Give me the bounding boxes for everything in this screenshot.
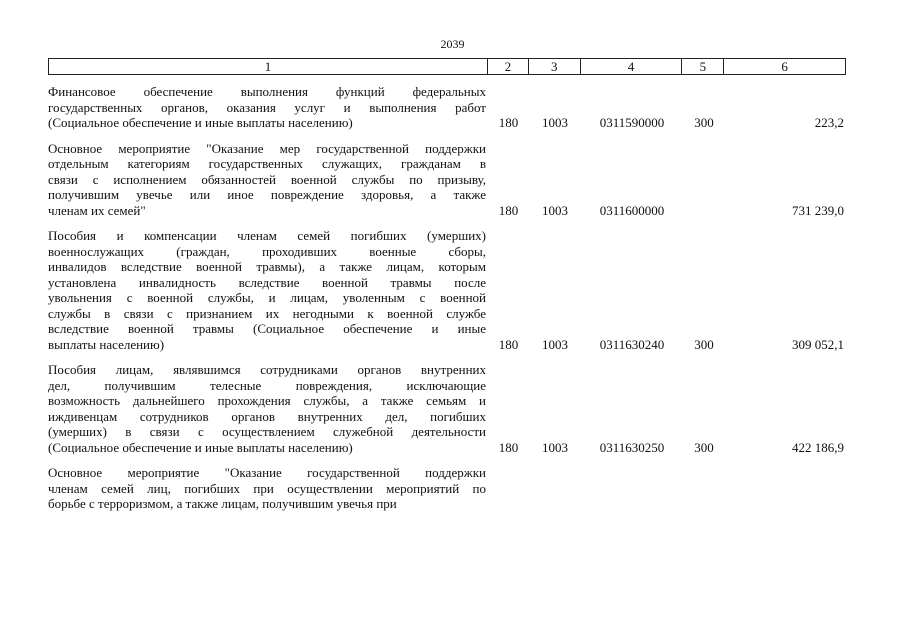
description-line: возможность дальнейшего прохождения службы, а также семьям и xyxy=(48,393,486,408)
table-header xyxy=(48,58,846,75)
header-col-6: 6 xyxy=(781,59,788,74)
description-line: (Социальное обеспечение и иные выплаты населению) xyxy=(48,115,353,130)
row-admin-code: 180 xyxy=(498,439,519,455)
description-line: увольнения с военной службы, и лицам, уволенным с военной xyxy=(48,290,486,305)
table-body xyxy=(48,84,846,522)
row-amount: 422 186,9 xyxy=(792,439,844,455)
description-line: службы в связи с признанием их негодными к военной службе xyxy=(48,305,486,321)
description-line: (Социальное обеспечение и иные выплаты населению) xyxy=(48,439,353,455)
table-row xyxy=(48,84,846,131)
row-amount: 223,2 xyxy=(814,115,844,130)
row-target-code: 0311630240 xyxy=(599,336,665,352)
description-line: (умерших) в связи с осуществлением служебной деятельности xyxy=(48,424,486,439)
description-line: военнослужащих (граждан, проходивших военные сборы, xyxy=(48,243,486,259)
row-target-code: 0311630250 xyxy=(599,439,665,455)
description-line: дел, получившим телесные повреждения, исключающие xyxy=(48,377,486,393)
description-line: Пособия и компенсации членам семей погибших (умерших) xyxy=(48,228,486,243)
description-line: борьбе с терроризмом, а также лицам, получившим увечья при xyxy=(48,496,397,511)
description-line: инвалидов вследствие военной травмы), а также лицам, которым xyxy=(48,259,486,274)
row-target-code: 0311590000 xyxy=(599,115,665,130)
row-admin-code: 180 xyxy=(498,336,519,352)
header-col-2: 2 xyxy=(488,59,529,74)
row-expense-type: 300 xyxy=(694,115,714,130)
header-col-4: 4 xyxy=(581,59,683,74)
description-line: членам их семей" xyxy=(48,202,146,218)
description-line: установлена инвалидность вследствие военной травмы после xyxy=(48,274,486,290)
header-col-3: 3 xyxy=(529,59,581,74)
row-description xyxy=(48,228,488,352)
row-expense-type: 300 xyxy=(694,439,714,455)
row-description xyxy=(48,465,488,512)
table-row xyxy=(48,465,846,512)
description-line: Пособия лицам, являвшимся сотрудниками органов внутренних xyxy=(48,362,486,377)
header-col-5: 5 xyxy=(682,59,724,74)
description-line: государственных органов, оказания услуг и выполнения работ xyxy=(48,99,486,115)
description-line: иждивенцам сотрудников органов внутренних дел, погибших xyxy=(48,408,486,424)
description-line: членам семей лиц, погибших при осуществлении мероприятий по xyxy=(48,480,486,496)
row-admin-code: 180 xyxy=(498,115,519,130)
row-amount: 731 239,0 xyxy=(792,202,844,218)
description-line: вследствие военной травмы (Социальное обеспечение и иные xyxy=(48,321,486,336)
row-section-code: 1003 xyxy=(542,115,568,130)
table-row xyxy=(48,141,846,219)
description-line: Основное мероприятие "Оказание государственной поддержки xyxy=(48,465,486,480)
description-line: выплаты населению) xyxy=(48,336,165,352)
row-description xyxy=(48,362,488,455)
row-admin-code: 180 xyxy=(498,202,519,218)
row-amount: 309 052,1 xyxy=(792,336,844,352)
description-line: Финансовое обеспечение выполнения функций федеральных xyxy=(48,84,486,99)
table-row xyxy=(48,228,846,352)
row-description xyxy=(48,141,488,219)
description-line: Основное мероприятие "Оказание мер государственной поддержки xyxy=(48,140,486,156)
row-section-code: 1003 xyxy=(542,336,568,352)
row-section-code: 1003 xyxy=(542,439,568,455)
row-expense-type: 300 xyxy=(694,336,714,352)
header-col-1: 1 xyxy=(49,59,488,74)
row-description xyxy=(48,84,488,131)
table-row xyxy=(48,362,846,455)
row-target-code: 0311600000 xyxy=(599,202,665,218)
description-line: получившим увечье или иное повреждение здоровья, а также xyxy=(48,187,486,202)
page-number: 2039 xyxy=(440,37,465,51)
row-section-code: 1003 xyxy=(542,202,568,218)
description-line: отдельным категориям государственных служащих, гражданам в xyxy=(48,156,486,171)
description-line: связи с исполнением обязанностей военной службы по призыву, xyxy=(48,171,486,187)
